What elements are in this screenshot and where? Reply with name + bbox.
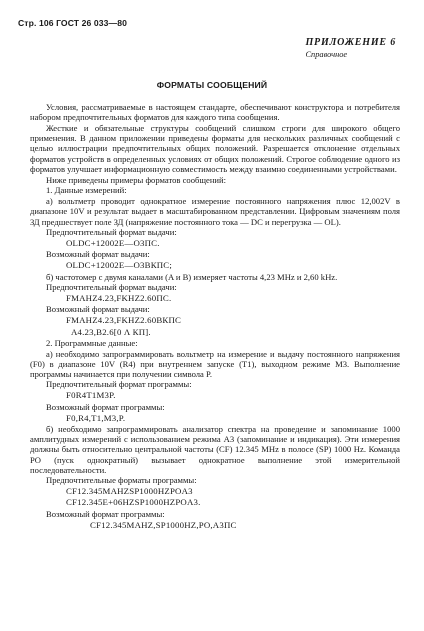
appendix-subtitle: Справочное: [305, 50, 348, 59]
format-example: CF12.345MAHZ,SP1000HZ,PO,A3ПС: [90, 519, 237, 530]
paragraph: 2. Программные данные:: [46, 337, 138, 348]
format-example: FMAHZ4.23,FKHZ2.60ПС.: [66, 293, 172, 304]
paragraph: Жесткие и обязательные структуры сообщений слишком строги для широкого общего применения. В данном приложении приведены форматы для нескольких различных сообщений с целью иллюстрации предпочтительных общих положений. Разрешается отклонение отдельных форматов устройств в определенных условиях от общих положений. Строгое соблюдение одного из форматов улучшает информационную совместимость между взаимно соединенными устройствами.: [30, 123, 400, 174]
format-label: Предпочтительный формат программы:: [46, 379, 192, 390]
appendix-label: [305, 37, 396, 59]
format-label: Возможный формат программы:: [46, 508, 165, 519]
format-label: Возможный формат программы:: [46, 401, 165, 412]
paragraph: Условия, рассматриваемые в настоящем стандарте, обеспечивают конструктора и потребителя набором предпочтительных форматов для каждого типа сообщения.: [30, 102, 400, 123]
format-label: Предпочтительный формат выдачи:: [46, 226, 177, 237]
paragraph: 1. Данные измерений:: [46, 185, 127, 196]
paragraph: б) частотомер с двумя каналами (A и B) измеряет частоты 4,23 MHz и 2,60 kHz.: [46, 271, 338, 282]
format-example: OLDC+12002E—O3ПС.: [66, 238, 160, 249]
format-example: F0R4T1M3P.: [66, 390, 116, 401]
appendix-title: ПРИЛОЖЕНИЕ 6: [305, 37, 396, 48]
format-label: Возможный формат выдачи:: [46, 249, 150, 260]
format-example: FMAHZ4.23,FKHZ2.60BКПС: [66, 315, 182, 326]
format-example: OLDC+12002E—O3BКПС;: [66, 260, 173, 271]
format-example: A4.23,B2.6[0 Λ КП].: [71, 326, 151, 337]
format-label: Предпочтительный формат выдачи:: [46, 281, 177, 292]
page-header: Стр. 106 ГОСТ 26 033—80: [18, 18, 127, 28]
format-example: F0,R4,T1,M3,P.: [66, 412, 126, 423]
format-example: CF12.345E+06HZSP1000HZPOA3.: [66, 497, 201, 508]
format-label: Предпочтительные форматы программы:: [46, 475, 197, 486]
document-body: [30, 102, 400, 531]
paragraph: Ниже приведены примеры форматов сообщений:: [46, 174, 227, 185]
section-title: ФОРМАТЫ СООБЩЕНИЙ: [156, 80, 268, 90]
format-label: Возможный формат выдачи:: [46, 304, 150, 315]
paragraph: а) необходимо запрограммировать вольтметр на измерение и выдачу постоянного напряжения (F0) в диапазоне 10V (R4) при внутреннем запуске (T1), выходном режиме M3. Выполнение программы начинается при получении символа P.: [30, 348, 400, 380]
paragraph: а) вольтметр проводит однократное измерение постоянного напряжения плюс 12,002V в диапазоне 10V и результат выдает в масштабированном представлении. Цифровым значениям поля ЗД предшествует поле ЗД (напряжение постоянного тока — DC и перегрузка — OL).: [30, 196, 400, 227]
paragraph: б) необходимо запрограммировать анализатор спектра на проведение и запоминание 1000 амплитудных измерений с использованием режима A3 (запоминание и индикация). Эти измерения должны быть относительно центральной частоты (CF) 12.345 MHz в полосе (SP) 1000 Hz. Команда PO (пуск однократный) вызывает однократное выполнение этой измерительной последовательности.: [30, 424, 400, 475]
format-example: CF12.345MAHZSP1000HZPOA3: [66, 486, 193, 497]
